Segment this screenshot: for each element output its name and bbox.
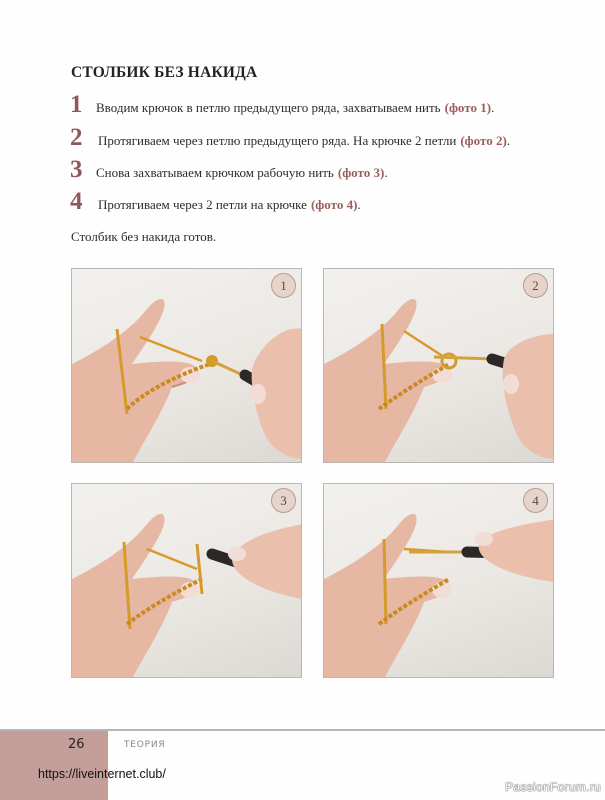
conclusion-text: Столбик без накида готов. bbox=[71, 229, 217, 244]
page-title: СТОЛБИК БЕЗ НАКИДА bbox=[71, 64, 258, 81]
photo-number-badge: 2 bbox=[523, 273, 548, 298]
step-3 bbox=[70, 156, 388, 184]
step-number: 3 bbox=[70, 156, 83, 183]
step-text: Вводим крючок в петлю предыдущего ряда, захватываем нить bbox=[96, 100, 441, 115]
crochet-hands-illustration bbox=[72, 484, 302, 678]
photo-number-badge: 4 bbox=[523, 488, 548, 513]
photo-reference: (фото 1) bbox=[444, 100, 492, 115]
step-number: 4 bbox=[70, 188, 83, 215]
watermark-forum: PassionForum.ru bbox=[505, 780, 601, 794]
step-text: Протягиваем через 2 петли на крючке bbox=[98, 197, 307, 212]
step-end: . bbox=[384, 165, 388, 180]
step-end: . bbox=[506, 133, 511, 148]
photo-3 bbox=[71, 483, 302, 678]
crochet-hands-illustration bbox=[324, 484, 554, 678]
page-number: 26 bbox=[68, 737, 85, 752]
step-2 bbox=[70, 124, 510, 152]
watermark-url: https://liveinternet.club/ bbox=[38, 767, 166, 781]
step-end: . bbox=[357, 197, 361, 212]
photo-reference: (фото 2) bbox=[460, 133, 507, 148]
section-label: ТЕОРИЯ bbox=[124, 740, 166, 750]
crochet-hands-illustration bbox=[324, 269, 554, 463]
photo-1 bbox=[71, 268, 302, 463]
photo-number-badge: 1 bbox=[271, 273, 296, 298]
step-4 bbox=[70, 188, 361, 216]
step-text: Снова захватываем крючком рабочую нить bbox=[96, 165, 334, 180]
photo-4 bbox=[323, 483, 554, 678]
photo-reference: (фото 4) bbox=[310, 197, 358, 212]
crochet-hands-illustration bbox=[72, 269, 302, 463]
photo-2 bbox=[323, 268, 554, 463]
footer-color-block bbox=[0, 731, 108, 800]
step-end: . bbox=[491, 100, 495, 115]
photo-number-badge: 3 bbox=[271, 488, 296, 513]
step-number: 1 bbox=[70, 91, 83, 118]
photo-reference: (фото 3) bbox=[337, 165, 385, 180]
step-1 bbox=[70, 91, 494, 119]
step-text: Протягиваем через петлю предыдущего ряда. На крючке 2 петли bbox=[98, 133, 457, 148]
step-number: 2 bbox=[70, 124, 83, 151]
